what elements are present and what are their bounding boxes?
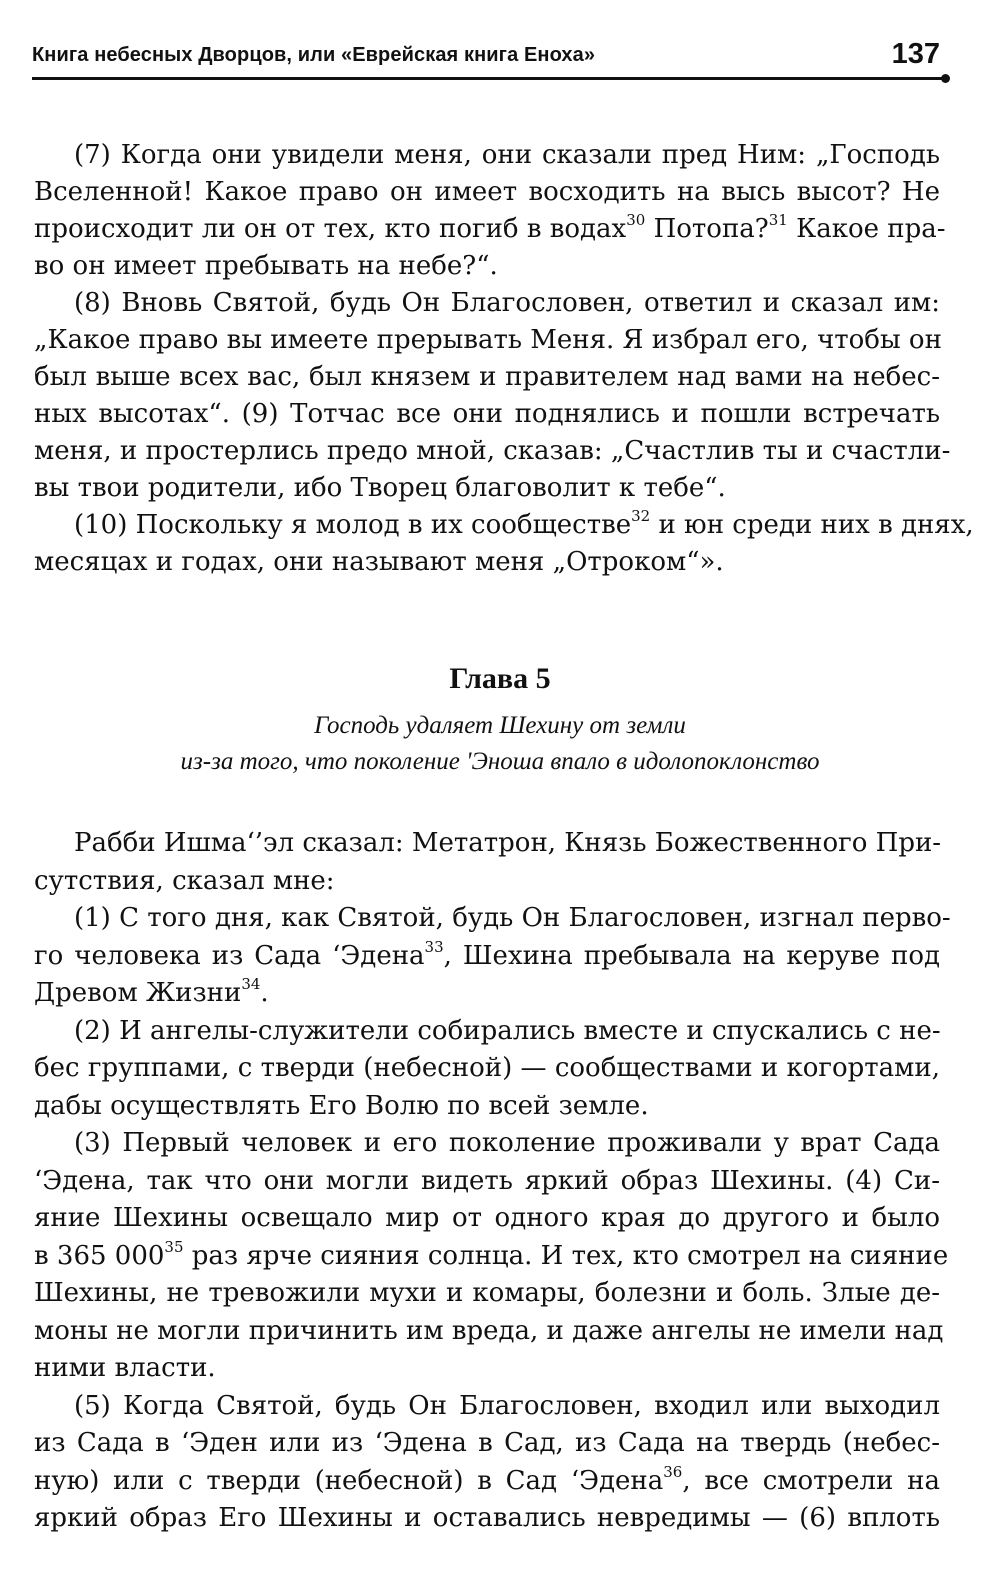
- text-run: дабы осуществлять Его Волю по всей земле.: [34, 1090, 649, 1121]
- text-line: [34, 322, 940, 359]
- text-run: Рабби Ишма‘’эл сказал: Метатрон, Князь Божественного При-: [74, 828, 942, 858]
- text-line: [34, 1463, 940, 1501]
- text-run: во он имеет пребывать на небе?“.: [34, 251, 498, 281]
- footnote-marker: 32: [631, 507, 651, 525]
- text-line: [34, 285, 940, 322]
- page-number: 137: [891, 38, 940, 70]
- text-line: [34, 825, 940, 863]
- footnote-marker: 34: [241, 975, 261, 993]
- text-block-chapter-5: [34, 825, 951, 1538]
- text-run: моны не могли причинить им вреда, и даже ангелы не имели над: [34, 1315, 944, 1346]
- text-line: [34, 1237, 949, 1276]
- text-line: [34, 359, 940, 396]
- text-run: из Сада в ‘Эден или из ‘Эдена в Сад, из Сада на твердь (небес-: [34, 1428, 940, 1458]
- text-run: сутствия, сказал мне:: [34, 865, 335, 896]
- text-line: [34, 1388, 940, 1426]
- text-line: [34, 1050, 940, 1088]
- text-line: [34, 975, 940, 1013]
- text-line: [34, 1350, 940, 1388]
- text-run: и юн среди них в днях,: [650, 510, 974, 540]
- text-line: [34, 900, 951, 938]
- text-run: Потопа?: [645, 214, 769, 244]
- text-run: Древом Жизни: [34, 978, 242, 1008]
- text-run: , Шехина пребывала на керуве под: [443, 940, 940, 971]
- text-line: [34, 1313, 944, 1351]
- chapter-subtitle-line-2: из-за того, что поколение 'Эноша впало в идолопоклонство: [180, 748, 820, 775]
- text-run: .: [260, 978, 269, 1008]
- text-run: (3) Первый человек и его поколение проживали у врат Сада: [74, 1128, 940, 1158]
- text-run: , все смотрели на: [682, 1465, 940, 1496]
- text-line: [34, 1163, 940, 1201]
- text-run: яркий образ Его Шехины и оставались невредимы — (6) вплоть: [34, 1503, 940, 1533]
- text-run: „Какое право вы имеете прерывать Меня. Я избрал его, чтобы он: [34, 325, 942, 355]
- text-block-top: [34, 137, 974, 581]
- text-line: [34, 211, 946, 248]
- header-rule: [32, 77, 944, 80]
- text-run: (1) С того дня, как Святой, будь Он Благословен, изгнал перво-: [74, 903, 951, 933]
- text-run: ных высотах“. (9) Тотчас все они поднялись и пошли встречать: [34, 399, 940, 429]
- text-run: (2) И ангелы-служители собирались вместе и спускались с не-: [74, 1015, 941, 1046]
- text-run: (7) Когда они увидели меня, они сказали пред Ним: „Господь: [74, 140, 940, 170]
- footnote-marker: 33: [424, 937, 444, 956]
- chapter-subtitle-line-1: Господь удаляет Шехину от земли: [314, 712, 686, 739]
- text-run: ‘Эдена, так что они могли видеть яркий образ Шехины. (4) Си-: [34, 1165, 940, 1196]
- text-line: [34, 137, 940, 174]
- text-line: [34, 1013, 940, 1051]
- text-line: [34, 1500, 940, 1538]
- text-line: [34, 544, 940, 581]
- text-line: [34, 174, 940, 211]
- text-run: яние Шехины освещало мир от одного края до другого и было: [34, 1203, 940, 1233]
- text-run: ними власти.: [34, 1353, 216, 1383]
- text-line: [34, 1088, 940, 1126]
- text-run: вы твои родители, ибо Творец благоволит к тебе“.: [34, 473, 726, 503]
- running-header: [32, 40, 944, 72]
- text-line: [34, 1125, 940, 1163]
- text-line: [34, 863, 940, 901]
- footnote-marker: 36: [663, 1462, 683, 1481]
- footnote-marker: 35: [164, 1237, 184, 1256]
- text-run: был выше всех вас, был князем и правителем над вами на небес-: [34, 362, 940, 392]
- text-run: (5) Когда Святой, будь Он Благословен, входил или выходил: [74, 1390, 940, 1421]
- text-run: ную) или с тверди (небесной) в Сад ‘Эдена: [34, 1465, 664, 1496]
- text-line: [34, 433, 951, 470]
- text-run: в 365 000: [34, 1240, 165, 1271]
- text-line: [34, 396, 940, 433]
- text-run: Какое пра-: [787, 214, 946, 244]
- text-run: раз ярче сияния солнца. И тех, кто смотрел на сияние: [183, 1240, 949, 1271]
- text-run: месяцах и годах, они называют меня „Отроком“».: [34, 547, 724, 577]
- text-line: [34, 1200, 940, 1238]
- footnote-marker: 31: [768, 211, 788, 229]
- text-line: [34, 248, 940, 285]
- text-run: (10) Поскольку я молод в их сообществе: [74, 510, 632, 540]
- text-line: [34, 507, 974, 544]
- text-run: меня, и простерлись предо мной, сказав: „Счастлив ты и счастли-: [34, 436, 951, 466]
- running-title: Книга небесных Дворцов, или «Еврейская книга Еноха»: [32, 44, 596, 66]
- text-line: [34, 938, 940, 976]
- text-run: го человека из Сада ‘Эдена: [34, 940, 425, 971]
- text-run: Вселенной! Какое право он имеет восходить на высь высот? Не: [34, 177, 940, 207]
- footnote-marker: 30: [626, 211, 646, 229]
- text-run: (8) Вновь Святой, будь Он Благословен, ответил и сказал им:: [74, 288, 940, 318]
- text-line: [34, 470, 940, 507]
- chapter-title: Глава 5: [449, 662, 551, 695]
- text-line: [34, 1425, 940, 1463]
- text-run: бес группами, с тверди (небесной) — сообществами и когортами,: [34, 1053, 940, 1083]
- text-run: происходит ли он от тех, кто погиб в водах: [34, 214, 627, 244]
- text-line: [34, 1275, 940, 1313]
- text-run: Шехины, не тревожили мухи и комары, болезни и боль. Злые де-: [34, 1278, 940, 1308]
